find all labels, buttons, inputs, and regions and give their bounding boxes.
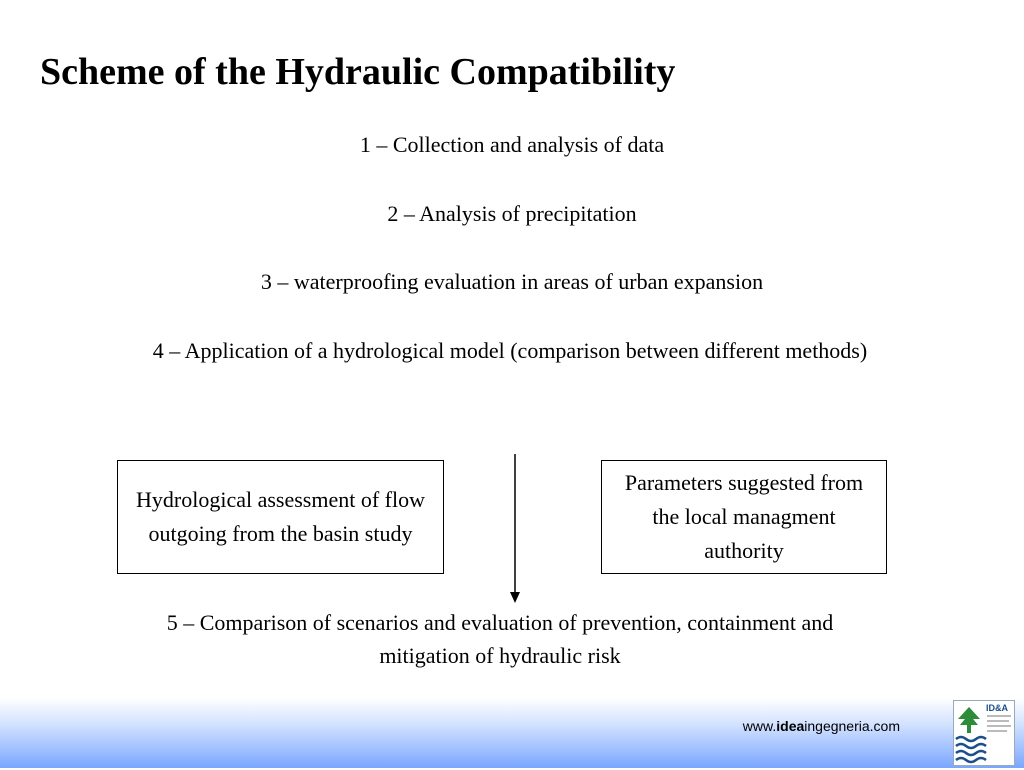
logo-text: ID&A [986,703,1008,713]
down-arrow-connector [507,454,523,604]
step-3-text: 3 – waterproofing evaluation in areas of urban expansion [260,269,764,294]
step-2-text: 2 – Analysis of precipitation [387,201,637,226]
website-link[interactable]: www.ideaingegneria.com [742,718,900,734]
ida-logo [953,700,1015,766]
step-1-text: 1 – Collection and analysis of data [359,132,665,157]
parameters-label: Parameters suggested from the local managment authority [624,470,864,563]
hydrological-assessment-box [117,460,444,574]
hydrological-assessment-label: Hydrological assessment of flow outgoing from the basin study [136,487,425,546]
step-4-text: 4 – Application of a hydrological model (comparison between different methods) [152,338,868,363]
parameters-box [601,460,887,574]
step-5-text: 5 – Comparison of scenarios and evaluation of prevention, containment and mitigation of hydraulic risk [166,610,834,668]
slide-title: Scheme of the Hydraulic Compatibility [40,51,676,93]
